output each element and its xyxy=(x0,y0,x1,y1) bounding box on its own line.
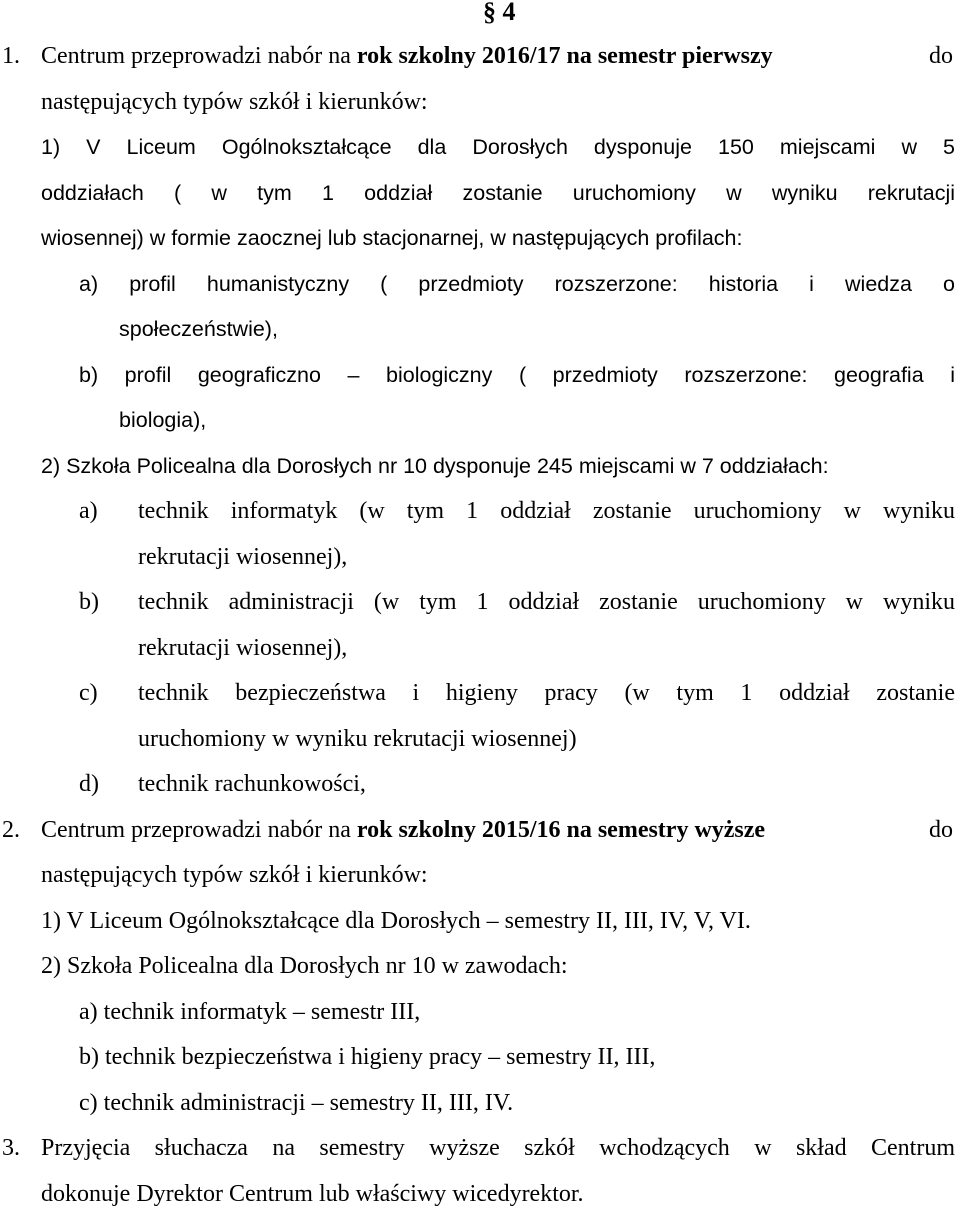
school-2-professions: 2) Szkoła Policealna dla Dorosłych nr 10 w zawodach: xyxy=(41,953,568,979)
profession-b-line-2: rekrutacji wiosennej), xyxy=(138,635,348,661)
paragraph-1-intro-do: do xyxy=(929,43,953,69)
profile-b-line-2: biologia), xyxy=(119,408,207,432)
paragraph-2-intro-text: Centrum przeprowadzi nabór na xyxy=(41,817,351,843)
profession-c-label: c) xyxy=(79,680,98,706)
school-1-line-3: wiosennej) w formie zaocznej lub stacjonarnej, w następujących profilach: xyxy=(41,226,743,250)
profession-a-line-2: rekrutacji wiosennej), xyxy=(138,544,348,570)
profile-a-line-2: społeczeństwie), xyxy=(119,317,278,341)
profile-a-line-1: a) profil humanistyczny ( przedmioty rozszerzone: historia i wiedza o xyxy=(79,272,955,296)
profession-b-label: b) xyxy=(79,589,99,615)
paragraph-1-intro-text: Centrum przeprowadzi nabór na xyxy=(41,43,351,69)
profession-administracji-semesters: c) technik administracji – semestry II, III, IV. xyxy=(79,1090,514,1116)
paragraph-2-intro xyxy=(41,816,765,844)
profile-b-line-1: b) profil geograficzno – biologiczny ( przedmioty rozszerzone: geografia i xyxy=(79,363,955,387)
school-2-line: 2) Szkoła Policealna dla Dorosłych nr 10 dysponuje 245 miejscami w 7 oddziałach: xyxy=(41,454,829,478)
profession-d-label: d) xyxy=(79,771,99,797)
paragraph-1-intro-continued: następujących typów szkół i kierunków: xyxy=(41,89,428,115)
paragraph-1-intro-bold: rok szkolny 2016/17 na semestr pierwszy xyxy=(356,43,773,69)
profession-a-line-1: technik informatyk (w tym 1 oddział zostanie uruchomiony w wyniku xyxy=(138,498,955,524)
paragraph-2-intro-continued: następujących typów szkół i kierunków: xyxy=(41,862,428,888)
profession-d-line-1: technik rachunkowości, xyxy=(138,771,366,797)
paragraph-1-number: 1. xyxy=(2,43,20,69)
profession-c-line-1: technik bezpieczeństwa i higieny pracy (w tym 1 oddział zostanie xyxy=(138,680,955,706)
school-1-semesters: 1) V Liceum Ogólnokształcące dla Dorosłych – semestry II, III, IV, V, VI. xyxy=(41,908,751,934)
profession-c-line-2: uruchomiony w wyniku rekrutacji wiosennej) xyxy=(138,726,577,752)
school-1-line-2: oddziałach ( w tym 1 oddział zostanie uruchomiony w wyniku rekrutacji xyxy=(41,181,955,205)
paragraph-2-number: 2. xyxy=(2,817,20,843)
paragraph-3-line-2: dokonuje Dyrektor Centrum lub właściwy wicedyrektor. xyxy=(41,1181,584,1207)
section-mark: § 4 xyxy=(483,0,516,26)
paragraph-2-intro-do: do xyxy=(929,817,953,843)
paragraph-3-number: 3. xyxy=(2,1135,20,1161)
paragraph-2-intro-bold: rok szkolny 2015/16 na semestry wyższe xyxy=(356,817,766,843)
profession-bhp-semesters: b) technik bezpieczeństwa i higieny pracy – semestry II, III, xyxy=(79,1044,656,1070)
school-1-line-1: 1) V Liceum Ogólnokształcące dla Dorosłych dysponuje 150 miejscami w 5 xyxy=(41,135,955,159)
profession-informatyk-semesters: a) technik informatyk – semestr III, xyxy=(79,999,421,1025)
paragraph-1-intro xyxy=(41,42,773,70)
paragraph-3-line-1: Przyjęcia słuchacza na semestry wyższe szkół wchodzących w skład Centrum xyxy=(41,1135,955,1161)
profession-b-line-1: technik administracji (w tym 1 oddział zostanie uruchomiony w wyniku xyxy=(138,589,955,615)
profession-a-label: a) xyxy=(79,498,98,524)
